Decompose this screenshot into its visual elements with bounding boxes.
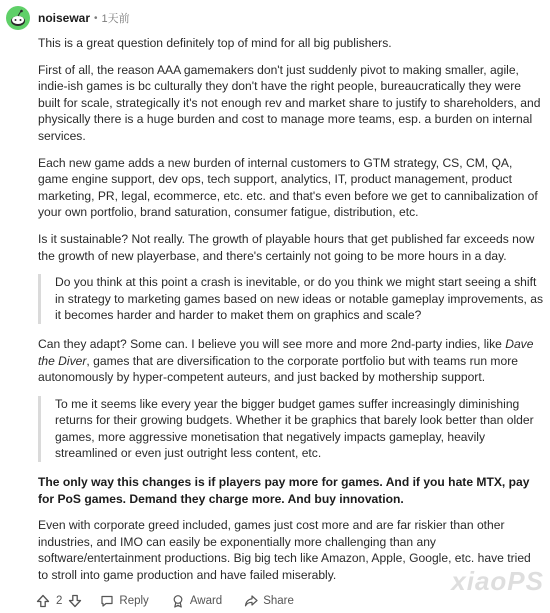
quote-text: Do you think at this point a crash is inevitable, or do you think we might start seeing a shift in strategy to marketing games based on new ideas or notable gameplay improvements, as it becomes harder and harder to maket them on graphics and scale? [55,275,544,323]
username[interactable]: noisewar [38,11,91,25]
paragraph-intro: This is a great question definitely top of mind for all big publishers. [38,36,392,50]
reply-label: Reply [119,595,149,607]
comment-action-bar [36,590,316,612]
quote-text: To me it seems like every year the bigger budget games suffer increasingly diminishing returns for their growing budgets. Whether it be graphics that barely look better than older games, more aggressive monetisation that negatively impacts gameplay, heavily streamlined or even just outright less content, etc. [55,396,534,461]
comment-body [38,35,544,594]
paragraph-corporate-greed: Even with corporate greed included, games just cost more and are far riskier than other industries, and IMO can easily be exponentially more challenging than any software/entertainment productions. Big big tech like Amazon, Apple, Google, etc. have tried to stroll into game production and have failed miserably. [38,518,531,583]
timestamp[interactable]: 1天前 [101,13,130,25]
adapt-text-end: , games that are diversification to the corporate portfolio but with teams run more autonomously by hyper-competent auteurs, and just backed by mothership support. [38,353,518,385]
vote-control [36,594,82,608]
downvote-arrow-icon[interactable] [68,594,82,608]
award-button[interactable] [171,594,222,608]
adapt-text-start: Can they adapt? Some can. I believe you will see more and more 2nd-party indies, like [38,336,506,351]
paragraph-why-aaa: First of all, the reason AAA gamemakers don't just suddenly pivot to making smaller, agile, indie-ish games is bc culturally they don't have the right people, bureaucratically they were built for scale, strategically it's not enough rev and market share to justify to shareholders, and physically there is a huge burden and cost to manage more teams, esp. a burden on internal services. [38,62,541,143]
reply-button[interactable] [100,594,148,608]
watermark: xiaoPS [451,566,544,596]
reply-bubble-icon [100,594,114,608]
blockquote-diminishing-returns [38,396,544,462]
avatar[interactable] [6,6,30,30]
meta-separator: • [94,12,98,24]
vote-count: 2 [56,595,63,607]
paragraph-adapt [38,336,544,386]
paragraph-sustainable: Is it sustainable? Not really. The growth of playable hours that get published far exceeds now the growth of new playerbase, and there's certainly not going to be more hours in a day. [38,231,535,263]
game-title-emphasis: Dave the Diver [38,336,534,368]
award-icon [171,594,185,608]
paragraph-internal-burden: Each new game adds a new burden of internal customers to GTM strategy, CS, CM, QA, game engine support, dev ops, tech support, analytics, IT, product management, product marketing, PR, legal, ecommerce, etc. etc. and that's even before we get to cannibalization of your own portfolio, brand saturation, consumer fatigue, distribution, etc. [38,155,538,220]
share-label: Share [263,595,294,607]
paragraph-bold-conclusion [38,474,544,507]
blockquote-crash-question [38,274,544,324]
share-button[interactable] [244,594,294,608]
award-label: Award [189,595,223,607]
snoo-avatar-icon [6,6,30,30]
upvote-arrow-icon[interactable] [36,594,50,608]
share-icon [244,594,258,608]
comment-header [6,6,130,30]
bold-text: The only way this changes is if players pay more for games. And if you hate MTX, pay for PoS games. Demand they charge more. And buy innovation. [38,475,530,506]
